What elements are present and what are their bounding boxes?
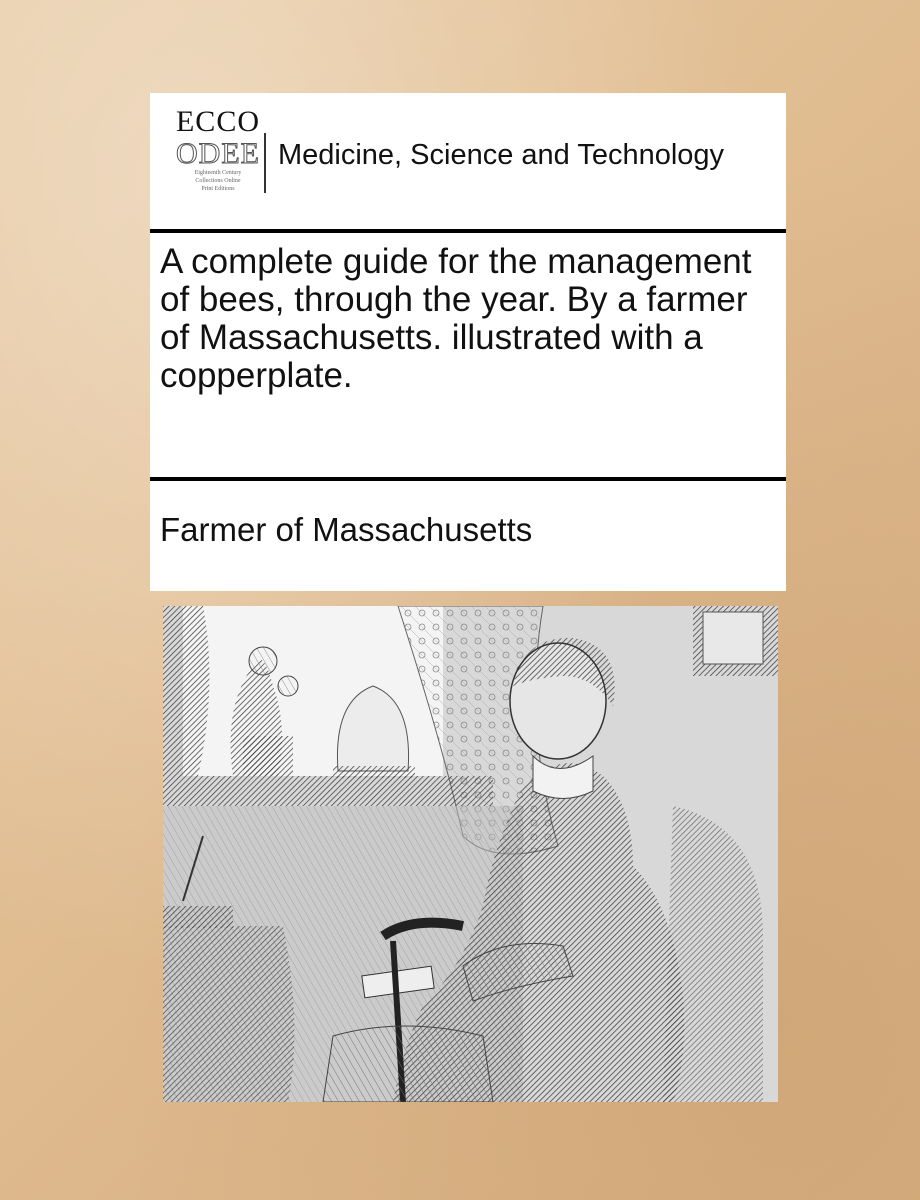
book-title: A complete guide for the management of bees, through the year. By a farmer of Massachusetts. illustrated with a copperplate. xyxy=(160,242,752,395)
logo-text-top: ECCO xyxy=(175,105,260,138)
logo-fine-print-1: Eighteenth Century xyxy=(194,170,242,176)
author-panel xyxy=(150,481,786,591)
book-author: Farmer of Massachusetts xyxy=(160,511,533,548)
series-title: Medicine, Science and Technology xyxy=(278,139,725,171)
logo-fine-print-2: Collections Online xyxy=(195,178,241,184)
engraving-illustration xyxy=(163,606,778,1102)
logo-fine-print-3: Print Editions xyxy=(201,186,235,192)
logo-text-bottom: ODEE xyxy=(176,137,260,170)
logo-divider xyxy=(264,133,266,193)
series-banner xyxy=(150,93,786,229)
ecco-logo xyxy=(164,105,272,215)
engraving-seated-man-image xyxy=(163,606,778,1102)
title-panel xyxy=(150,233,786,477)
